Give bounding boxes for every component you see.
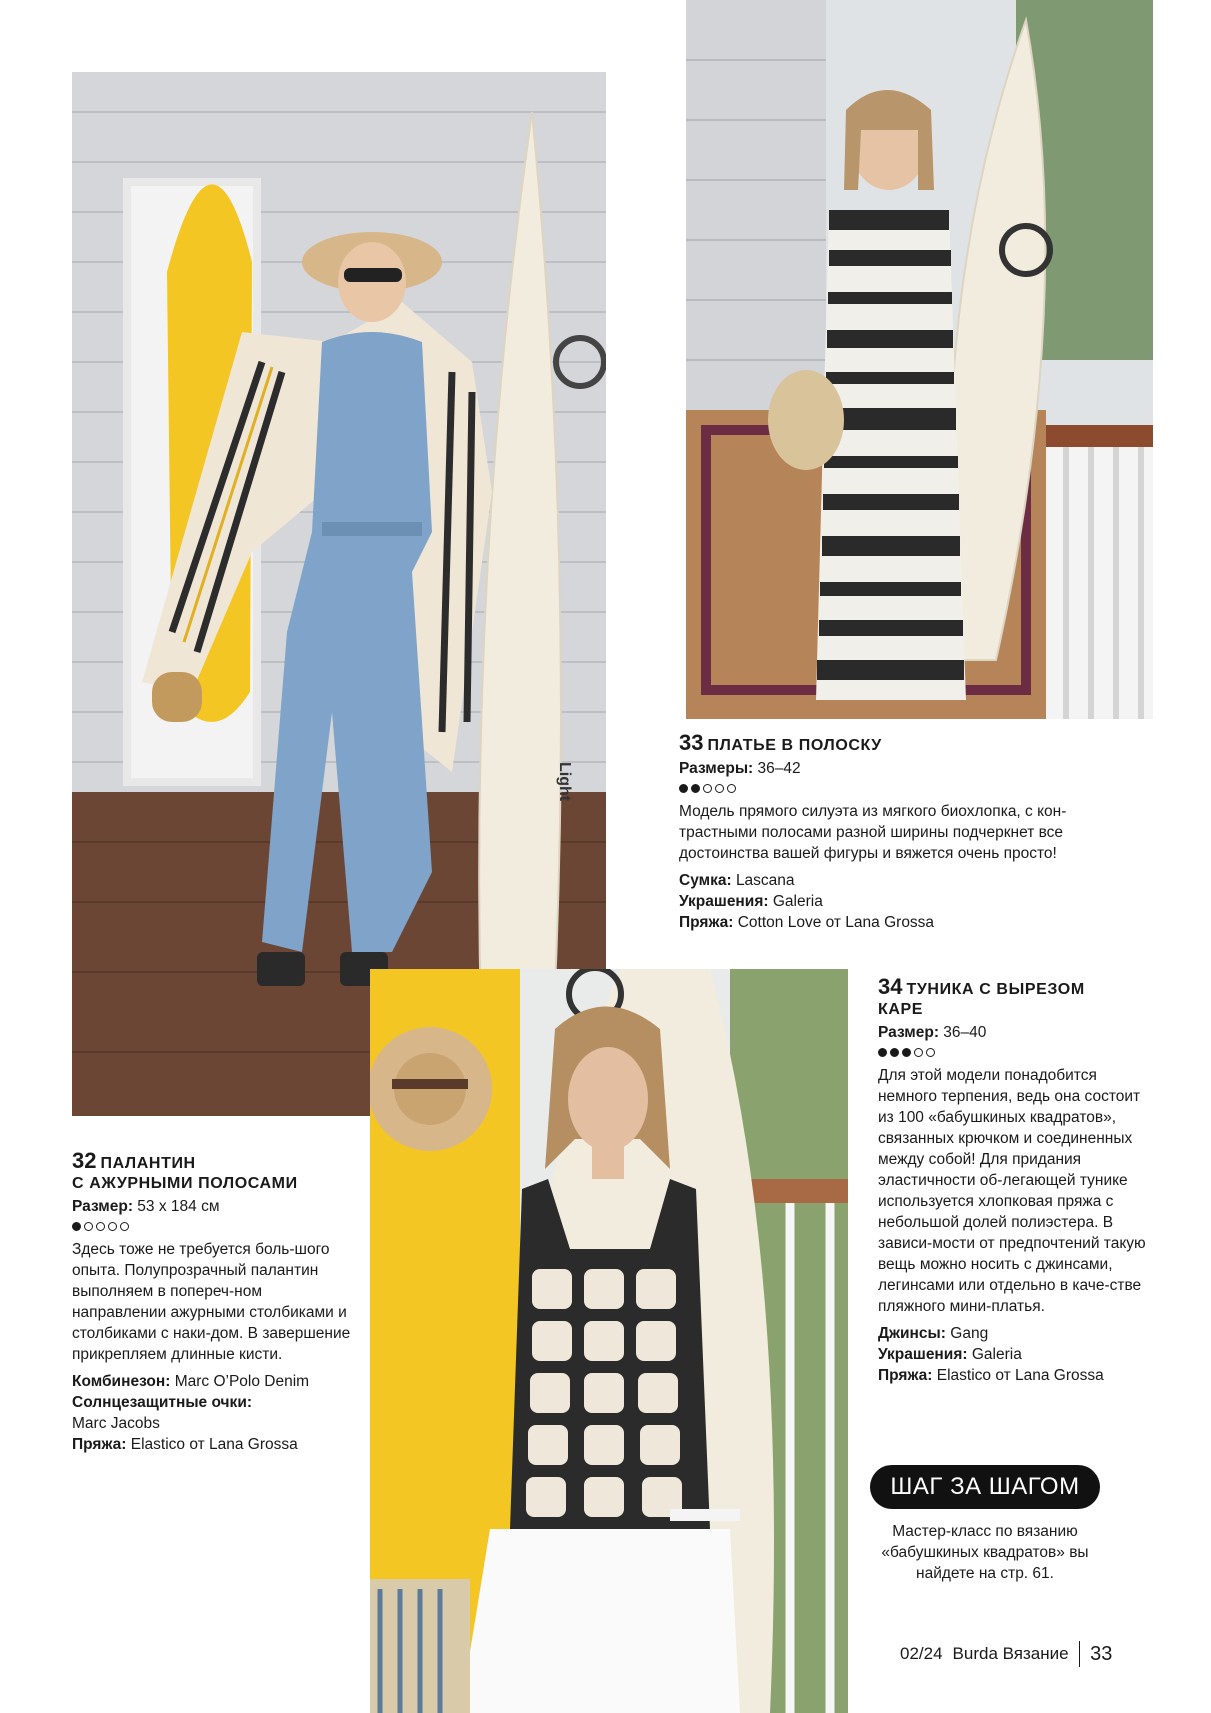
difficulty-dot-filled <box>890 1048 899 1057</box>
difficulty-rating <box>72 1222 352 1231</box>
credit-label: Сумка: <box>679 872 732 889</box>
item-32-size <box>72 1196 352 1217</box>
credit-label: Пряжа: <box>72 1436 127 1453</box>
credit-value: Galeria <box>971 1346 1022 1363</box>
photo-denim-jumpsuit <box>72 72 606 1116</box>
credit-label: Джинсы: <box>878 1325 946 1342</box>
footer-divider <box>1079 1641 1081 1667</box>
credit-line <box>72 1392 352 1434</box>
credit-line <box>878 1344 1148 1365</box>
item-number: 32 <box>72 1148 97 1173</box>
credit-value: Elastico от Lana Grossa <box>936 1367 1104 1384</box>
item-title-text-2: КАРЕ <box>878 1001 924 1018</box>
item-title-text-2: С АЖУРНЫМИ ПОЛОСАМИ <box>72 1175 298 1192</box>
issue-number: 02/24 <box>900 1644 943 1663</box>
difficulty-dot-filled <box>902 1048 911 1057</box>
difficulty-dot-filled <box>679 784 688 793</box>
item-34-size <box>878 1022 1148 1043</box>
difficulty-dot-filled <box>878 1048 887 1057</box>
credit-value: Marc Jacobs <box>72 1415 160 1432</box>
difficulty-dot-empty <box>108 1222 117 1231</box>
credit-label: Солнцезащитные очки: <box>72 1394 253 1411</box>
step-by-step-badge: ШАГ ЗА ШАГОМ <box>870 1465 1100 1509</box>
item-32-description: Здесь тоже не требуется боль-шого опыта. Полупрозрачный палантин выполняем в попереч-ном направлении ажурными столбиками и столбиками с наки-дом. В завершение прикрепляем длинные кисти. <box>72 1241 351 1363</box>
surfboard-brand: Light <box>556 762 573 802</box>
item-32-info <box>72 1148 352 1455</box>
credit-label: Пряжа: <box>679 914 734 931</box>
difficulty-dot-empty <box>96 1222 105 1231</box>
size-value: 36–42 <box>757 760 801 777</box>
credit-label: Украшения: <box>878 1346 968 1363</box>
difficulty-dot-filled <box>691 784 700 793</box>
photo-granny-square-tunic <box>370 969 848 1713</box>
credit-value: Galeria <box>772 893 823 910</box>
size-label: Размеры: <box>679 760 754 777</box>
difficulty-rating <box>878 1048 1148 1057</box>
item-title-text: ПЛАТЬЕ В ПОЛОСКУ <box>707 737 882 754</box>
item-title-text: ТУНИКА С ВЫРЕЗОМ <box>906 981 1085 998</box>
difficulty-dot-empty <box>914 1048 923 1057</box>
page-footer <box>900 1640 1112 1668</box>
difficulty-dot-empty <box>727 784 736 793</box>
difficulty-dot-empty <box>703 784 712 793</box>
credit-label: Пряжа: <box>878 1367 933 1384</box>
difficulty-dot-empty <box>715 784 724 793</box>
item-title-text: ПАЛАНТИН <box>100 1155 196 1172</box>
page-number: 33 <box>1090 1643 1113 1665</box>
credit-value: Elastico от Lana Grossa <box>130 1436 298 1453</box>
credit-value: Marc O’Polo Denim <box>174 1373 310 1390</box>
difficulty-rating <box>679 784 1119 793</box>
difficulty-dot-empty <box>84 1222 93 1231</box>
size-label: Размер: <box>72 1198 133 1215</box>
credit-value: Cotton Love от Lana Grossa <box>737 914 935 931</box>
item-33-description: Модель прямого силуэта из мягкого биохлопка, с кон-трастными полосами разной ширины подчеркнет все достоинства вашей фигуры и вяжется очень просто! <box>679 803 1067 862</box>
photo-striped-dress <box>686 0 1153 719</box>
item-33-size <box>679 758 1119 779</box>
credit-line <box>72 1371 352 1392</box>
credit-value: Lascana <box>735 872 795 889</box>
size-value: 36–40 <box>943 1024 987 1041</box>
credit-line <box>679 891 1119 912</box>
item-34-description: Для этой модели понадобится немного терпения, ведь она состоит из 100 «бабушкиных квадратов», связанных крючком и соединенных между собой! Для придания эластичности об-легающей тунике используется хлопковая пряжа с небольшой долей полиэстера. В зависи-мости от предпочтений такую вещь можно носить с джинсами, легинсами или отдельно в каче-стве пляжного мини-платья. <box>878 1067 1146 1315</box>
credit-line <box>679 870 1119 891</box>
credit-value: Gang <box>950 1325 989 1342</box>
item-32-title <box>72 1148 352 1194</box>
magazine-name: Burda Вязание <box>952 1644 1069 1663</box>
size-value: 53 х 184 см <box>137 1198 220 1215</box>
difficulty-dot-filled <box>72 1222 81 1231</box>
difficulty-dot-empty <box>120 1222 129 1231</box>
credit-line <box>878 1323 1148 1344</box>
item-34-info <box>878 974 1148 1386</box>
credit-line <box>679 912 1119 933</box>
size-label: Размер: <box>878 1024 939 1041</box>
item-33-info <box>679 730 1119 933</box>
credit-line <box>878 1365 1148 1386</box>
item-number: 33 <box>679 730 704 755</box>
credit-line <box>72 1434 352 1455</box>
item-33-title <box>679 730 1119 756</box>
credit-label: Комбинезон: <box>72 1373 171 1390</box>
item-number: 34 <box>878 974 903 999</box>
difficulty-dot-empty <box>926 1048 935 1057</box>
item-34-title <box>878 974 1148 1020</box>
step-by-step-note: Мастер-класс по вязанию «бабушкиных квадратов» вы найдете на стр. 61. <box>881 1523 1089 1582</box>
credit-label: Украшения: <box>679 893 769 910</box>
